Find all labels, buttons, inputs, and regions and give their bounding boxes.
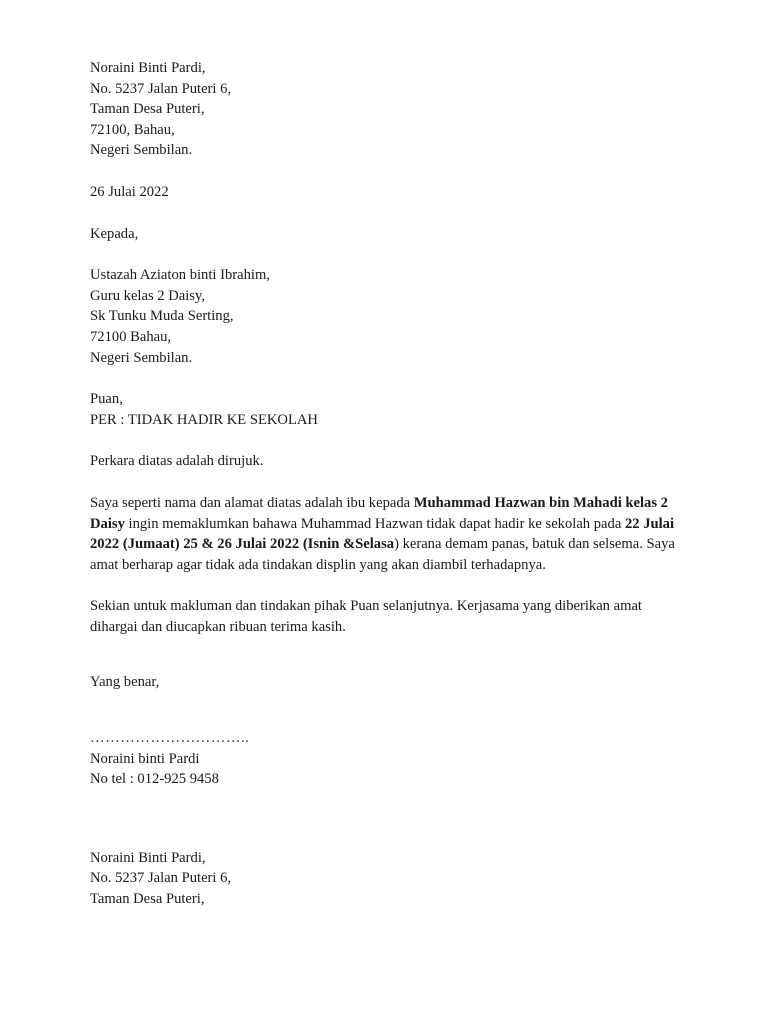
recipient-state: Negeri Sembilan. [90,349,193,366]
signature-line: ………………………….. [90,730,250,747]
sender-block [90,58,690,161]
subject-line: PER : TIDAK HADIR KE SEKOLAH [90,411,318,428]
repeat-name: Noraini Binti Pardi, [90,849,206,866]
repeat-address-2: Taman Desa Puteri, [90,891,205,908]
recipient-school: Sk Tunku Muda Serting, [90,308,234,325]
recipient-address: 72100 Bahau, [90,328,172,345]
repeated-sender-block [90,848,690,910]
body-text-1: Saya seperti nama dan alamat diatas adalah ibu kepada [90,494,414,511]
repeat-address-1: No. 5237 Jalan Puteri 6, [90,870,232,887]
sender-address-2: Taman Desa Puteri, [90,101,205,118]
absence-dates-bold: 22 Julai 2022 (Jumaat) 25 & 26 Julai 2022 (Isnin &Selasa [90,515,675,553]
body-text-2: ingin memaklumkan bahawa Muhammad Hazwan tidak dapat hadir ke sekolah pada [124,515,625,532]
recipient-role: Guru kelas 2 Daisy, [90,287,205,304]
body-text-3: ) kerana demam panas, batuk dan selsema. Saya amat berharap agar tidak ada tindakan displin yang akan diambil terhadapnya. [90,536,675,573]
body-paragraph-2: Sekian untuk makluman dan tindakan pihak Puan selanjutnya. Kerjasama yang diberikan amat dihargai dan diucapkan ribuan terima kasih. [90,598,642,635]
sender-name: Noraini Binti Pardi, [90,60,206,76]
body-paragraph-1 [90,493,690,575]
sender-state: Negeri Sembilan. [90,142,193,159]
salutation: Puan, [90,391,123,408]
letter-page [90,58,690,910]
sender-address-1: No. 5237 Jalan Puteri 6, [90,80,232,97]
reference-line: Perkara diatas adalah dirujuk. [90,453,264,470]
letter-date: 26 Julai 2022 [90,183,169,200]
recipient-name: Ustazah Aziaton binti Ibrahim, [90,267,270,284]
closing: Yang benar, [90,674,160,691]
recipient-block [90,265,690,368]
to-label: Kepada, [90,225,139,242]
signer-name: Noraini binti Pardi [90,750,200,767]
child-name-bold: Muhammad Hazwan bin Mahadi kelas 2 Daisy [90,494,668,532]
sender-address-3: 72100, Bahau, [90,121,175,138]
signer-phone: No tel : 012-925 9458 [90,771,219,788]
